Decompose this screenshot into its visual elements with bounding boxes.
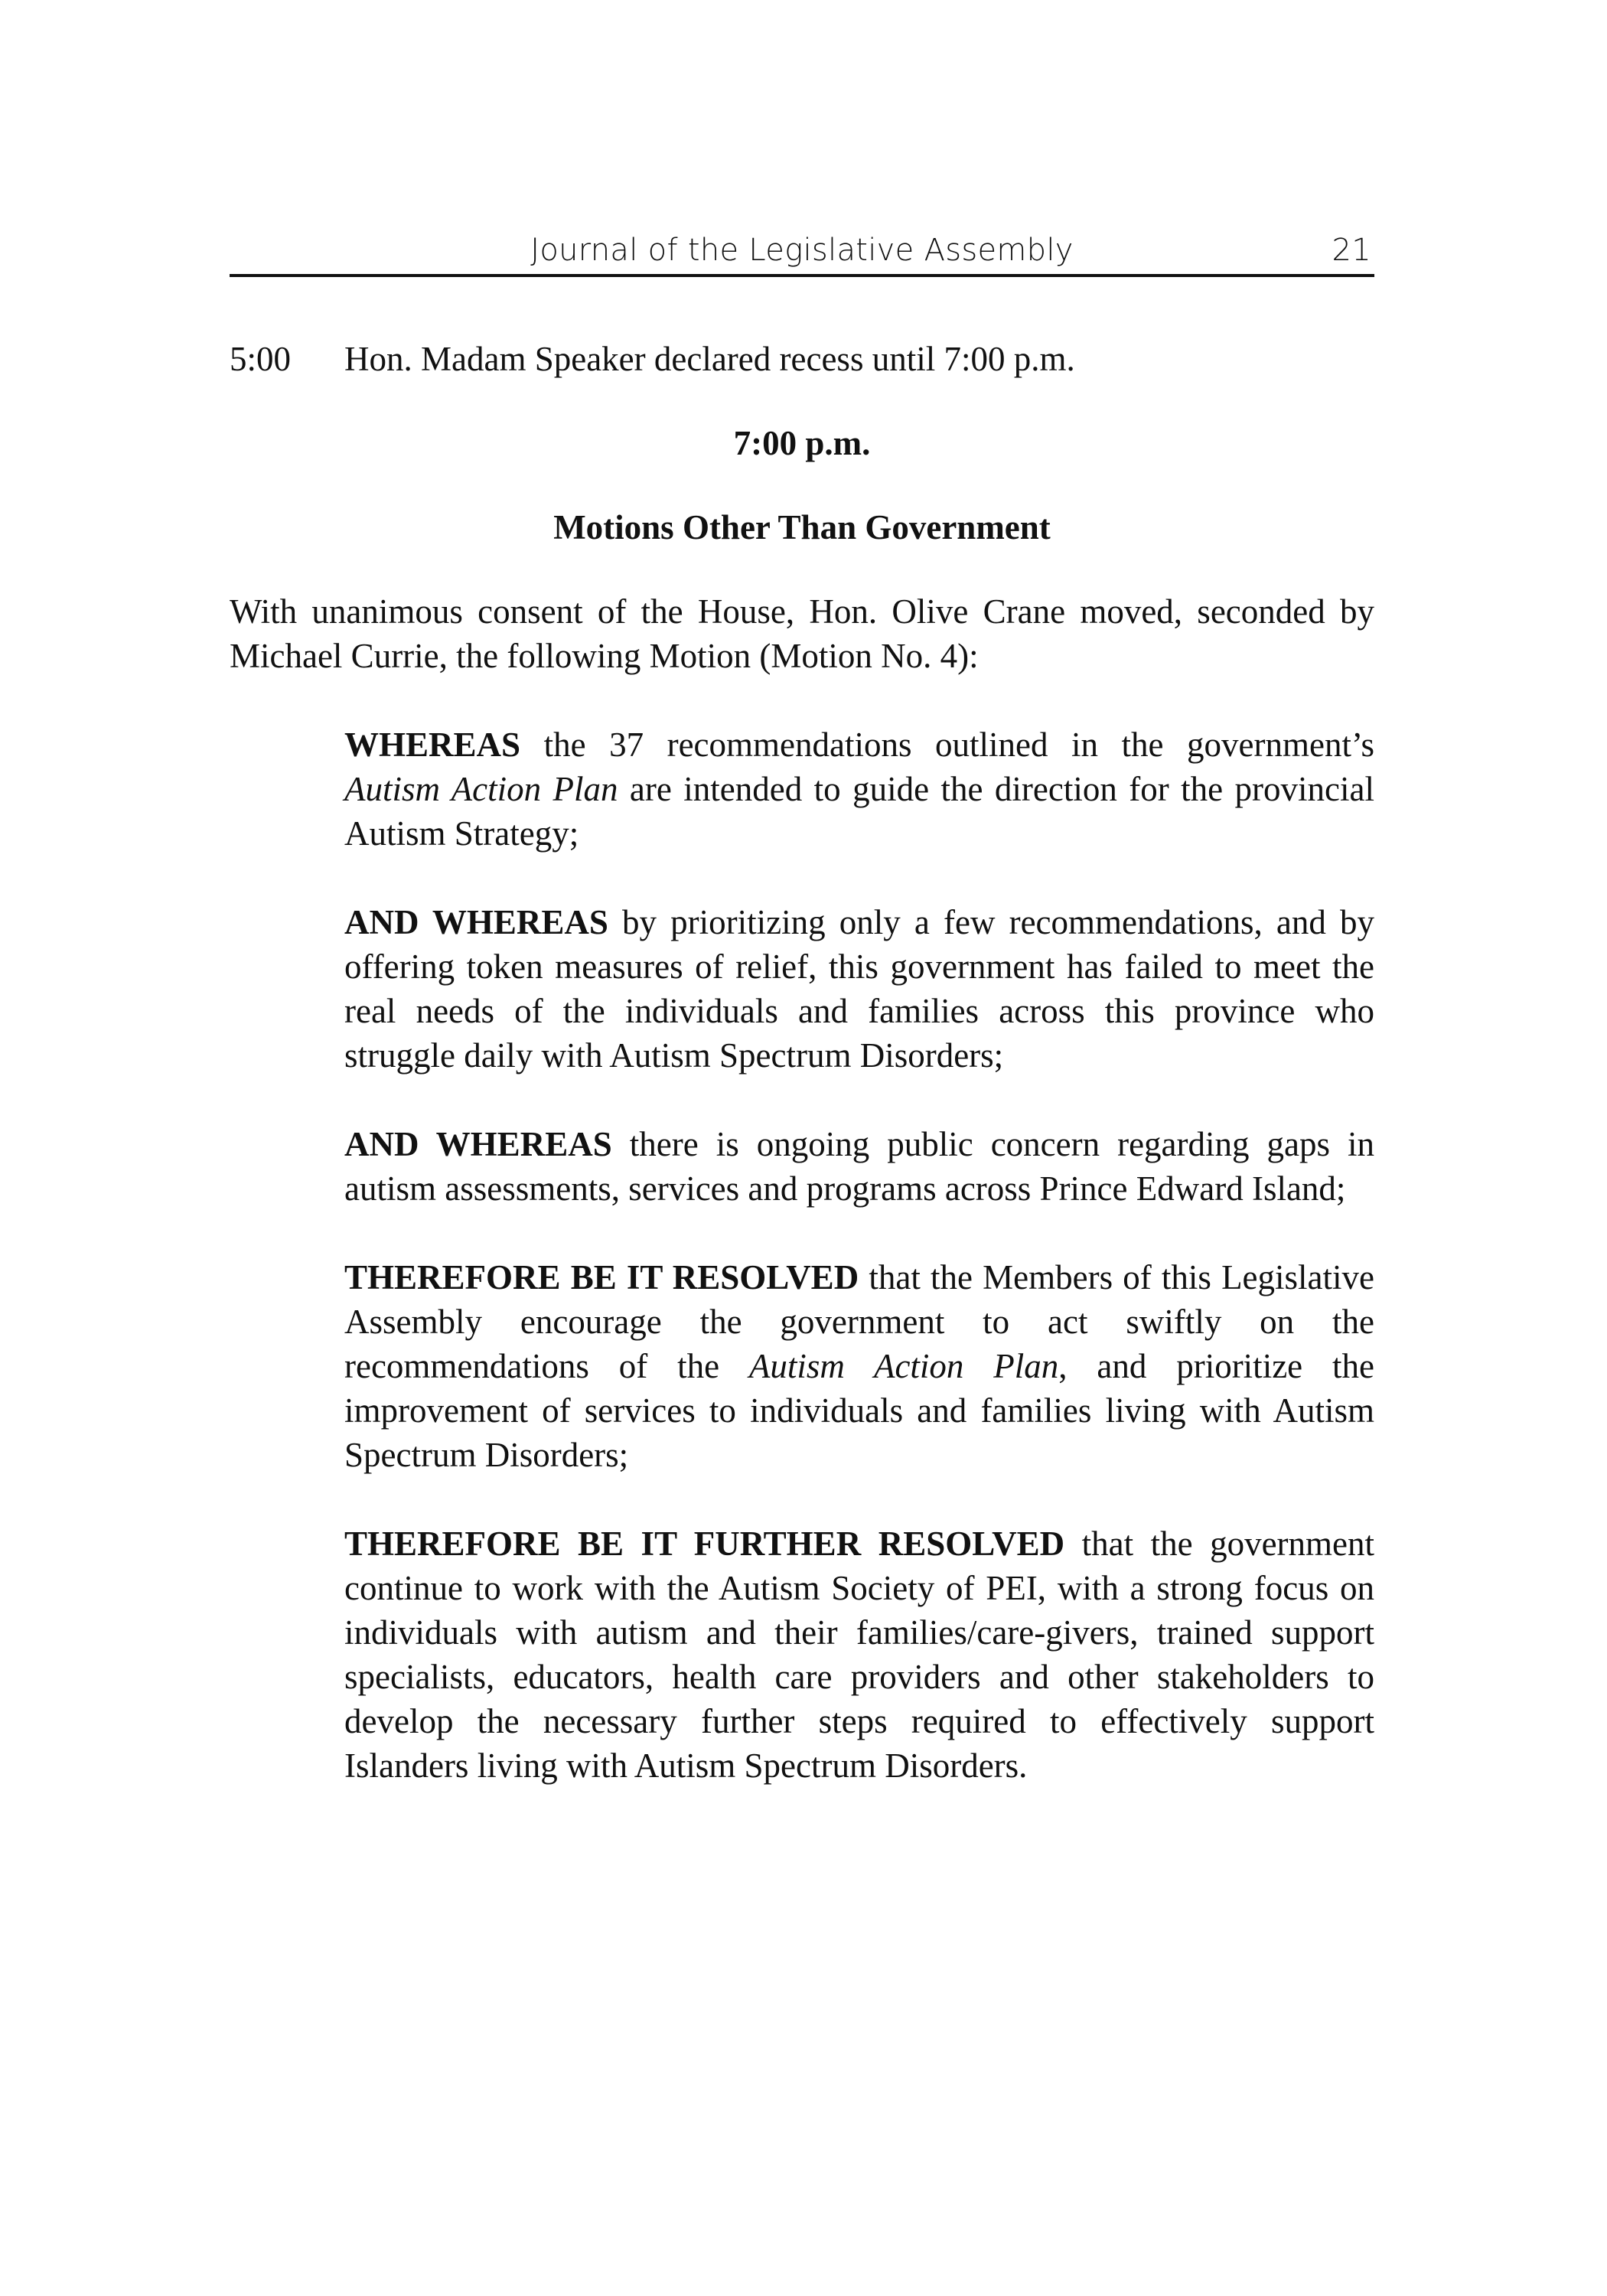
journal-content: [230, 337, 1374, 1788]
section-heading: Motions Other Than Government: [553, 508, 1051, 546]
clause-lead: THEREFORE BE IT RESOLVED: [344, 1258, 859, 1296]
clause-text: the 37 recommendations outlined in the government’s: [520, 726, 1374, 764]
clause-text: by prioritizing only a few recommendations, and by offering token measures of relief, this government has failed to meet the real needs of the individuals and families across this province who struggle daily with Autism Spectrum Disorders;: [344, 903, 1374, 1075]
clause-text: there is ongoing public concern regarding gaps in autism assessments, services and programs across Prince Edward Island;: [344, 1125, 1375, 1208]
clause-text: , and prioritize the improvement of services to individuals and families living with Autism Spectrum Disorders;: [344, 1347, 1374, 1474]
clause-text: are intended to guide the direction for the provincial Autism Strategy;: [344, 770, 1374, 853]
clause-lead: THEREFORE BE IT FURTHER RESOLVED: [344, 1525, 1065, 1563]
and-whereas-clause-1: [344, 900, 1374, 1078]
entry-time: 5:00: [230, 340, 292, 378]
clause-text: that the Members of this Legislative Assembly encourage the government to act swiftly on the recommendations of the: [344, 1258, 1374, 1385]
plan-title: Autism Action Plan: [344, 770, 618, 808]
journal-title: Journal of the Legislative Assembly: [530, 233, 1074, 268]
whereas-clause: [344, 722, 1374, 856]
running-header: [230, 230, 1374, 277]
and-whereas-clause-2: [344, 1122, 1374, 1211]
clause-lead: AND WHEREAS: [344, 1125, 612, 1163]
plan-title: Autism Action Plan: [748, 1347, 1059, 1385]
further-resolved-clause: [344, 1521, 1374, 1788]
clause-text: that the government continue to work with the Autism Society of PEI, with a strong focus on individuals with autism and their families/care-givers, trained support specialists, educators, health care providers and other stakeholders to develop the necessary further steps required to effectively support Islanders living with Autism Spectrum Disorders.: [344, 1525, 1375, 1785]
resolved-clause: [344, 1255, 1374, 1477]
clause-lead: WHEREAS: [344, 726, 521, 764]
entry-text: Hon. Madam Speaker declared recess until 7:00 p.m.: [344, 340, 1075, 378]
page-number: 21: [1332, 233, 1371, 268]
recess-entry: [230, 337, 1374, 381]
clause-lead: AND WHEREAS: [344, 903, 608, 941]
motion-intro: With unanimous consent of the House, Hon. Olive Crane moved, seconded by Michael Currie, the following Motion (Motion No. 4):: [230, 592, 1374, 675]
time-heading: 7:00 p.m.: [733, 424, 871, 462]
